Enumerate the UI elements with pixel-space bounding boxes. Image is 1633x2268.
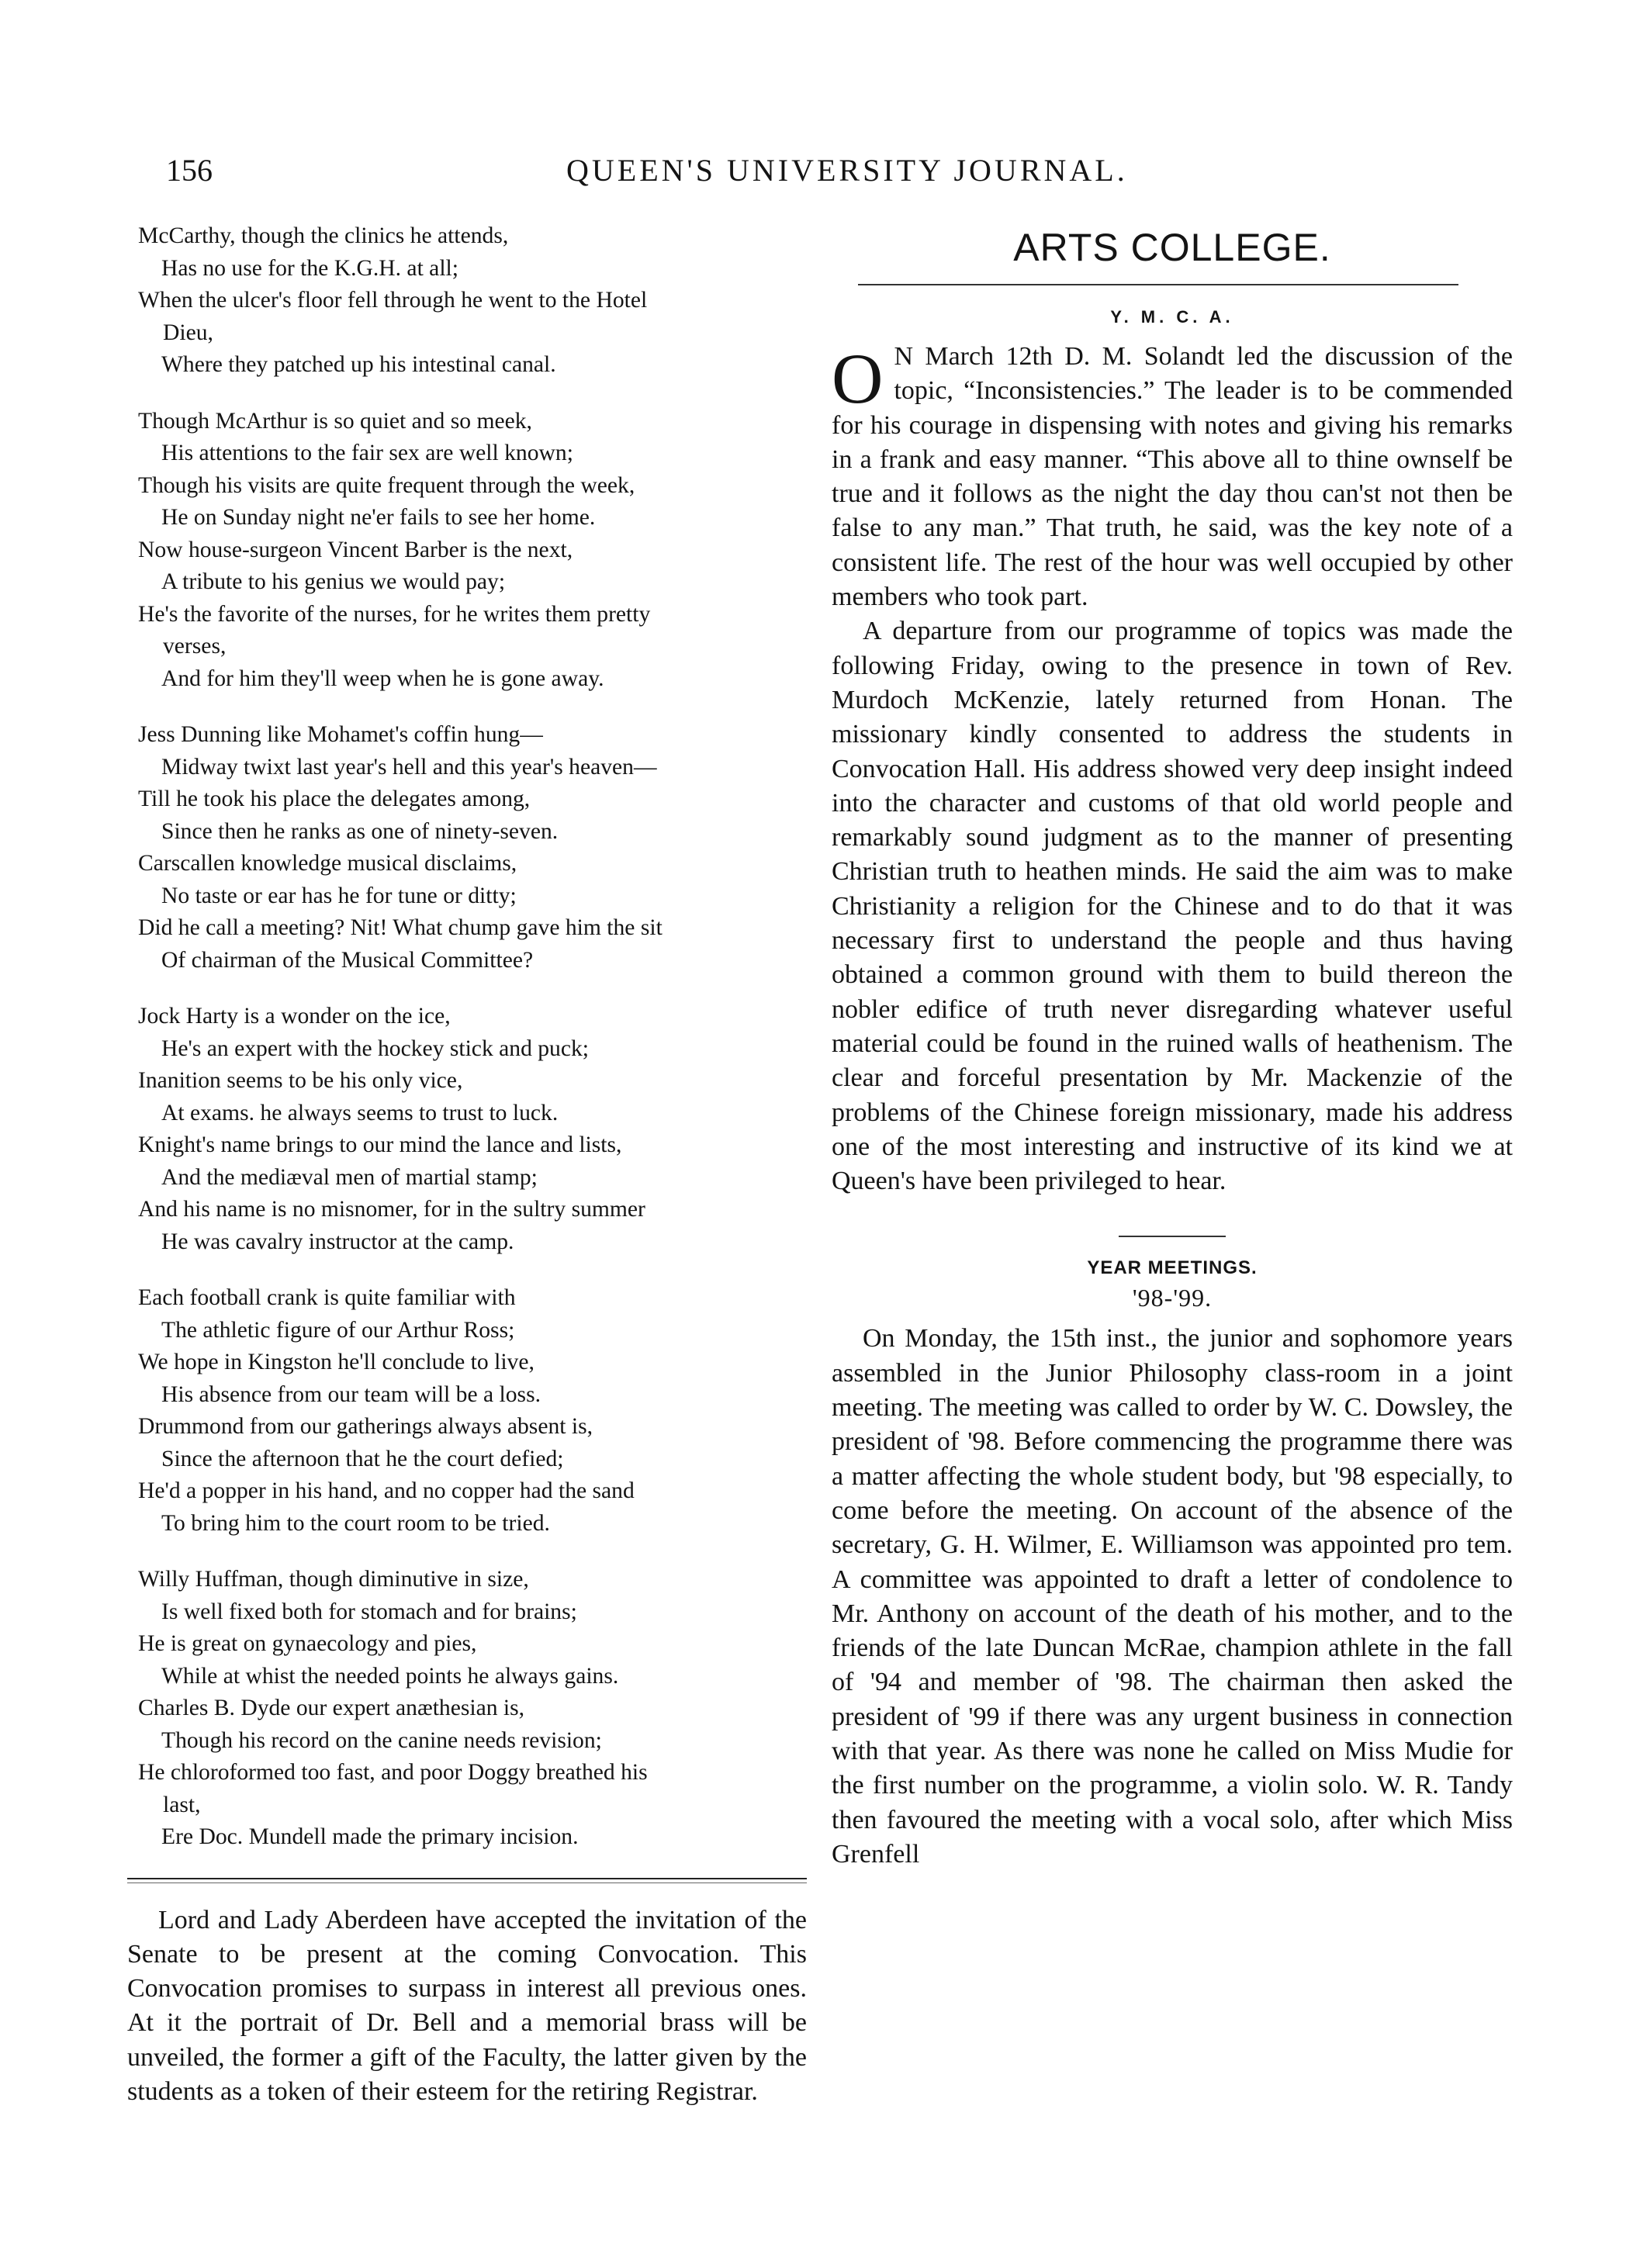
poem-line: And his name is no misnomer, for in the sultry summer	[138, 1197, 645, 1222]
poem-line: A tribute to his genius we would pay;	[161, 569, 506, 594]
poem-stanza	[127, 1282, 807, 1540]
poem-line: He's an expert with the hockey stick and puck;	[161, 1035, 590, 1061]
drop-cap: O	[832, 339, 884, 418]
poem-line: Of chairman of the Musical Committee?	[161, 947, 534, 973]
poem-line: Dieu,	[163, 320, 213, 345]
poem-stanza	[127, 719, 807, 977]
ymca-heading: Y. M. C. A.	[1110, 307, 1234, 327]
section-divider	[127, 1878, 807, 1883]
poem-line: When the ulcer's floor fell through he went to the Hotel	[138, 288, 648, 313]
poem-line: verses,	[163, 634, 227, 659]
poem-line: last,	[163, 1792, 201, 1817]
poem-line: Charles B. Dyde our expert anæthesian is,	[138, 1696, 525, 1720]
poem-line: To bring him to the court room to be tried.	[161, 1510, 550, 1536]
running-title: QUEEN'S UNIVERSITY JOURNAL.	[566, 153, 1128, 188]
title-rule	[858, 284, 1458, 285]
poem-line: Since the afternoon that he the court defied;	[161, 1446, 564, 1471]
poem-line: Willy Huffman, though diminutive in size,	[138, 1567, 529, 1592]
poem-stanza	[127, 1001, 807, 1258]
poem-line: The athletic figure of our Arthur Ross;	[161, 1317, 515, 1343]
poem-line: McCarthy, though the clinics he attends,	[138, 223, 509, 248]
poem-line: Where they patched up his intestinal canal.	[161, 352, 556, 377]
ymca-paragraph-2: A departure from our programme of topics was made the following Friday, owing to the presence in town of Rev. Murdoch McKenzie, lately returned from Honan. The missionary kindly consented to address the students in Convocation Hall. His address showed very deep insight indeed into the character and customs of that old world people and remarkably sound judgment as to the manner of presenting Christian truth to heathen minds. He said the aim was to make Christianity a religion for the Chinese and to do that it was necessary first to understand the people and thus having obtained a common ground with them to build thereon the nobler edifice of truth never disregarding whatever useful material could be found in the ruined walls of heathenism. The clear and forceful presentation by Mr. Mackenzie of the problems of the Chinese foreign missionary, made his address one of the most interesting and instructive of its kind we at Queen's have been privileged to hear.	[832, 617, 1513, 1196]
poem-line: At exams. he always seems to trust to luck.	[161, 1100, 559, 1125]
poem-stanza	[127, 406, 807, 696]
poem-line: He chloroformed too fast, and poor Doggy breathed his	[138, 1760, 648, 1785]
poem-line: Carscallen knowledge musical disclaims,	[138, 851, 517, 876]
arts-college-title: ARTS COLLEGE.	[1013, 226, 1331, 269]
year-meetings-heading: YEAR MEETINGS.	[1087, 1257, 1258, 1279]
poem-line: He is great on gynaecology and pies,	[138, 1631, 477, 1656]
ymca-paragraph-1-text: N March 12th D. M. Solandt led the discussion of the topic, “Inconsistencies.” The leader is to be commended for his courage in dispensing with notes and giving his remarks in a frank and easy manner. “This above all to thine ownself be true and it follows as the night the day thou can'st not then be false to any man.” That truth, he said, was the key note of a consistent life. The rest of the hour was well occupied by other members who took part.	[832, 342, 1513, 612]
poem-line: No taste or ear has he for tune or ditty;	[161, 883, 517, 908]
poem-line: Now house-surgeon Vincent Barber is the next,	[138, 537, 573, 562]
aberdeen-paragraph: Lord and Lady Aberdeen have accepted the invitation of the Senate to be present at the coming Convocation. This Convocation promises to surpass in interest all previous ones. At it the portrait of Dr. Bell and a memorial brass will be unveiled, the former a gift of the Faculty, the latter given by the students as a token of their esteem for the retiring Registrar.	[127, 1905, 807, 2106]
short-rule	[1119, 1236, 1226, 1237]
year-meetings-paragraph: On Monday, the 15th inst., the junior and sophomore years assembled in the Junior Philosophy class-room in a joint meeting. The meeting was called to order by W. C. Dowsley, the president of '98. Before commencing the programme there was a matter affecting the whole student body, but '98 especially, to come before the meeting. On account of the absence of the secretary, G. H. Wilmer, E. Williamson was appointed pro tem. A committee was appointed to draft a letter of condolence to Mr. Anthony on account of the death of his mother, and to the friends of the late Duncan McRae, champion athlete in the fall of '94 and member of '98. The chairman then asked the president of '99 if there was any urgent business in connection with that year. As there was none he called on Miss Mudie for the first number on the programme, a violin solo. W. R. Tandy then favoured the meeting with a vocal solo, after which Miss Grenfell	[832, 1324, 1513, 1869]
poem-line: Though his record on the canine needs revision;	[161, 1727, 602, 1753]
poem-line: Jess Dunning like Mohamet's coffin hung—	[138, 722, 543, 747]
poem-line: His attentions to the fair sex are well known;	[161, 441, 573, 465]
poem-line: He's the favorite of the nurses, for he writes them pretty	[138, 601, 651, 627]
poem-stanza	[127, 220, 807, 382]
poem-line: Till he took his place the delegates among,	[138, 787, 531, 811]
poem-line: Inanition seems to be his only vice,	[138, 1068, 463, 1093]
poem-line: He on Sunday night ne'er fails to see her home.	[161, 505, 596, 530]
ymca-paragraph-1	[832, 340, 1513, 614]
poem-line: We hope in Kingston he'll conclude to live,	[138, 1350, 535, 1374]
page-header	[0, 152, 1633, 199]
poem-line: Midway twixt last year's hell and this year's heaven—	[161, 754, 657, 780]
poem-line: Jock Harty is a wonder on the ice,	[138, 1004, 451, 1029]
poem-line: Is well fixed both for stomach and for brains;	[161, 1599, 577, 1624]
poem-line: Did he call a meeting? Nit! What chump gave him the sit	[138, 915, 663, 940]
medical-poem	[127, 220, 807, 1854]
page-number: 156	[166, 153, 213, 188]
poem-stanza	[127, 1564, 807, 1854]
year-meetings-years: '98-'99.	[1132, 1284, 1213, 1312]
poem-line: Drummond from our gatherings always absent is,	[138, 1414, 593, 1439]
poem-line: And the mediæval men of martial stamp;	[161, 1164, 538, 1190]
poem-line: He was cavalry instructor at the camp.	[161, 1229, 514, 1254]
poem-line: Since then he ranks as one of ninety-seven.	[161, 818, 559, 844]
poem-line: His absence from our team will be a loss.	[161, 1381, 541, 1407]
poem-line: And for him they'll weep when he is gone away.	[161, 666, 604, 691]
poem-line: Ere Doc. Mundell made the primary incision.	[161, 1824, 579, 1849]
right-column	[832, 220, 1513, 1872]
poem-line: Though his visits are quite frequent through the week,	[138, 472, 635, 498]
poem-line: Has no use for the K.G.H. at all;	[161, 255, 458, 281]
poem-line: Though McArthur is so quiet and so meek,	[138, 408, 532, 434]
left-column	[127, 220, 807, 2109]
poem-line: He'd a popper in his hand, and no copper had the sand	[138, 1478, 635, 1503]
poem-line: Knight's name brings to our mind the lance and lists,	[138, 1132, 622, 1157]
poem-line: Each football crank is quite familiar with	[138, 1285, 516, 1310]
poem-line: While at whist the needed points he always gains.	[161, 1663, 619, 1689]
